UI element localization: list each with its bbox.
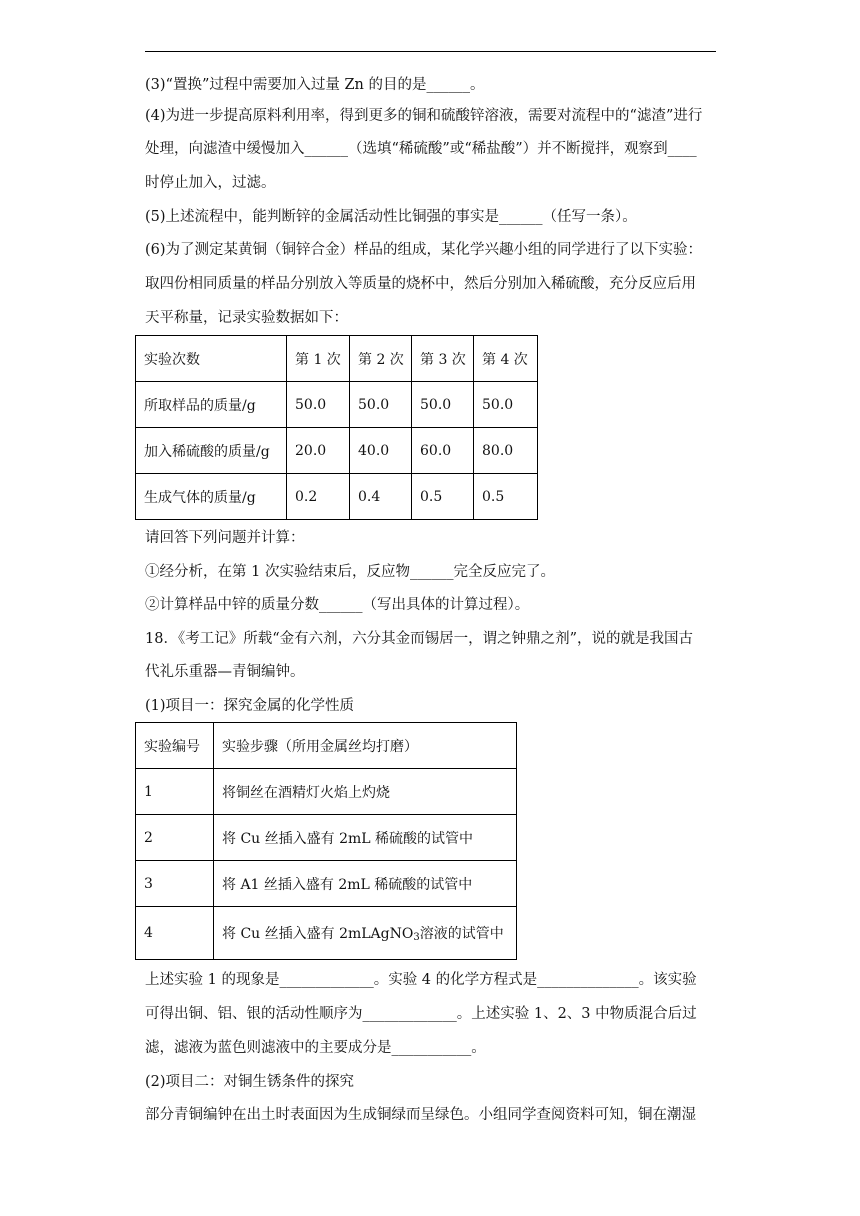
step-4-text: 将 Cu 丝插入盛有 2mLAgNO [222, 926, 414, 942]
result-line-1: 上述实验 1 的现象是_____________。实验 4 的化学方程式是______________。该实验 [145, 972, 697, 988]
question-18-line-2: 代礼乐重器—青铜编钟。 [145, 664, 305, 680]
table-cell: 60.0 [412, 428, 474, 474]
table-cell: 0.2 [287, 474, 350, 520]
table-cell: 50.0 [474, 382, 538, 428]
table-cell: 0.5 [412, 474, 474, 520]
table-cell: 所取样品的质量/g [136, 382, 287, 428]
table-header-row [136, 336, 538, 382]
table-cell: 50.0 [350, 382, 412, 428]
table-cell: 4 [136, 907, 214, 960]
table-header-cell: 第 1 次 [287, 336, 350, 382]
table-header-cell: 实验次数 [136, 336, 287, 382]
header-rule [145, 51, 716, 52]
table-row [136, 428, 538, 474]
table-cell: 将 A1 丝插入盛有 2mL 稀硫酸的试管中 [214, 861, 517, 907]
question-18-line-1: 18．《考工记》所载“金有六剂，六分其金而锡居一，谓之钟鼎之剂”，说的就是我国古 [145, 631, 694, 647]
table-cell: 1 [136, 769, 214, 815]
result-line-3: 滤，滤液为蓝色则滤液中的主要成分是___________。 [145, 1040, 486, 1056]
table-cell: 50.0 [287, 382, 350, 428]
table-cell: 加入稀硫酸的质量/g [136, 428, 287, 474]
question-6-line-3: 天平称量，记录实验数据如下： [145, 310, 348, 326]
table-cell: 3 [136, 861, 214, 907]
question-4-line-3: 时停止加入，过滤。 [145, 175, 276, 191]
sub-question-1: ①经分析，在第 1 次实验结束后，反应物______完全反应完了。 [145, 564, 555, 580]
table-row [136, 907, 517, 960]
project-2-text: 部分青铜编钟在出土时表面因为生成铜绿而呈绿色。小组同学查阅资料可知，铜在潮湿 [145, 1107, 696, 1123]
table-cell: 0.4 [350, 474, 412, 520]
table-row [136, 861, 517, 907]
table-row [136, 382, 538, 428]
question-6-line-2: 取四份相同质量的样品分别放入等质量的烧杯中，然后分别加入稀硫酸，充分反应后用 [145, 276, 696, 292]
step-4-text-end: 溶液的试管中 [419, 926, 504, 942]
table-cell: 将铜丝在酒精灯火焰上灼烧 [214, 769, 517, 815]
table-cell: 80.0 [474, 428, 538, 474]
project-1-heading: (1)项目一：探究金属的化学性质 [145, 698, 355, 714]
question-6-line-1: (6)为了测定某黄铜（铜锌合金）样品的组成，某化学兴趣小组的同学进行了以下实验： [145, 242, 703, 258]
table-cell: 20.0 [287, 428, 350, 474]
question-4-line-2: 处理，向滤渣中缓慢加入______（选填“稀硫酸”或“稀盐酸”）并不断搅拌，观察到____ [145, 141, 697, 157]
table-header-cell: 第 2 次 [350, 336, 412, 382]
table-cell: 50.0 [412, 382, 474, 428]
question-3: (3)“置换”过程中需要加入过量 Zn 的目的是______。 [145, 77, 485, 93]
instruction: 请回答下列问题并计算： [145, 530, 305, 546]
sub-question-2: ②计算样品中锌的质量分数______（写出具体的计算过程）。 [145, 597, 530, 613]
table-row [136, 474, 538, 520]
table-cell: 2 [136, 815, 214, 861]
data-table-brass [135, 335, 538, 520]
question-4-line-1: (4)为进一步提高原料利用率，得到更多的铜和硫酸锌溶液，需要对流程中的“滤渣”进行 [145, 108, 703, 124]
table-cell: 40.0 [350, 428, 412, 474]
project-2-heading: (2)项目二：对铜生锈条件的探究 [145, 1074, 355, 1090]
table-row [136, 769, 517, 815]
table-header-cell: 第 4 次 [474, 336, 538, 382]
experiment-steps-table [135, 722, 517, 960]
table-cell: 生成气体的质量/g [136, 474, 287, 520]
table-header-cell: 实验步骤（所用金属丝均打磨） [214, 723, 517, 769]
table-cell: 将 Cu 丝插入盛有 2mL 稀硫酸的试管中 [214, 815, 517, 861]
table-row [136, 815, 517, 861]
table-header-cell: 第 3 次 [412, 336, 474, 382]
table-header-row [136, 723, 517, 769]
table-cell: 0.5 [474, 474, 538, 520]
question-5: (5)上述流程中，能判断锌的金属活动性比铜强的事实是______（任写一条）。 [145, 209, 637, 225]
table-header-cell: 实验编号 [136, 723, 214, 769]
subscript-3: 3 [413, 932, 420, 943]
result-line-2: 可得出铜、铝、银的活动性顺序为_____________。上述实验 1、2、3 中物质混合后过 [145, 1006, 697, 1022]
table-cell [214, 907, 517, 960]
